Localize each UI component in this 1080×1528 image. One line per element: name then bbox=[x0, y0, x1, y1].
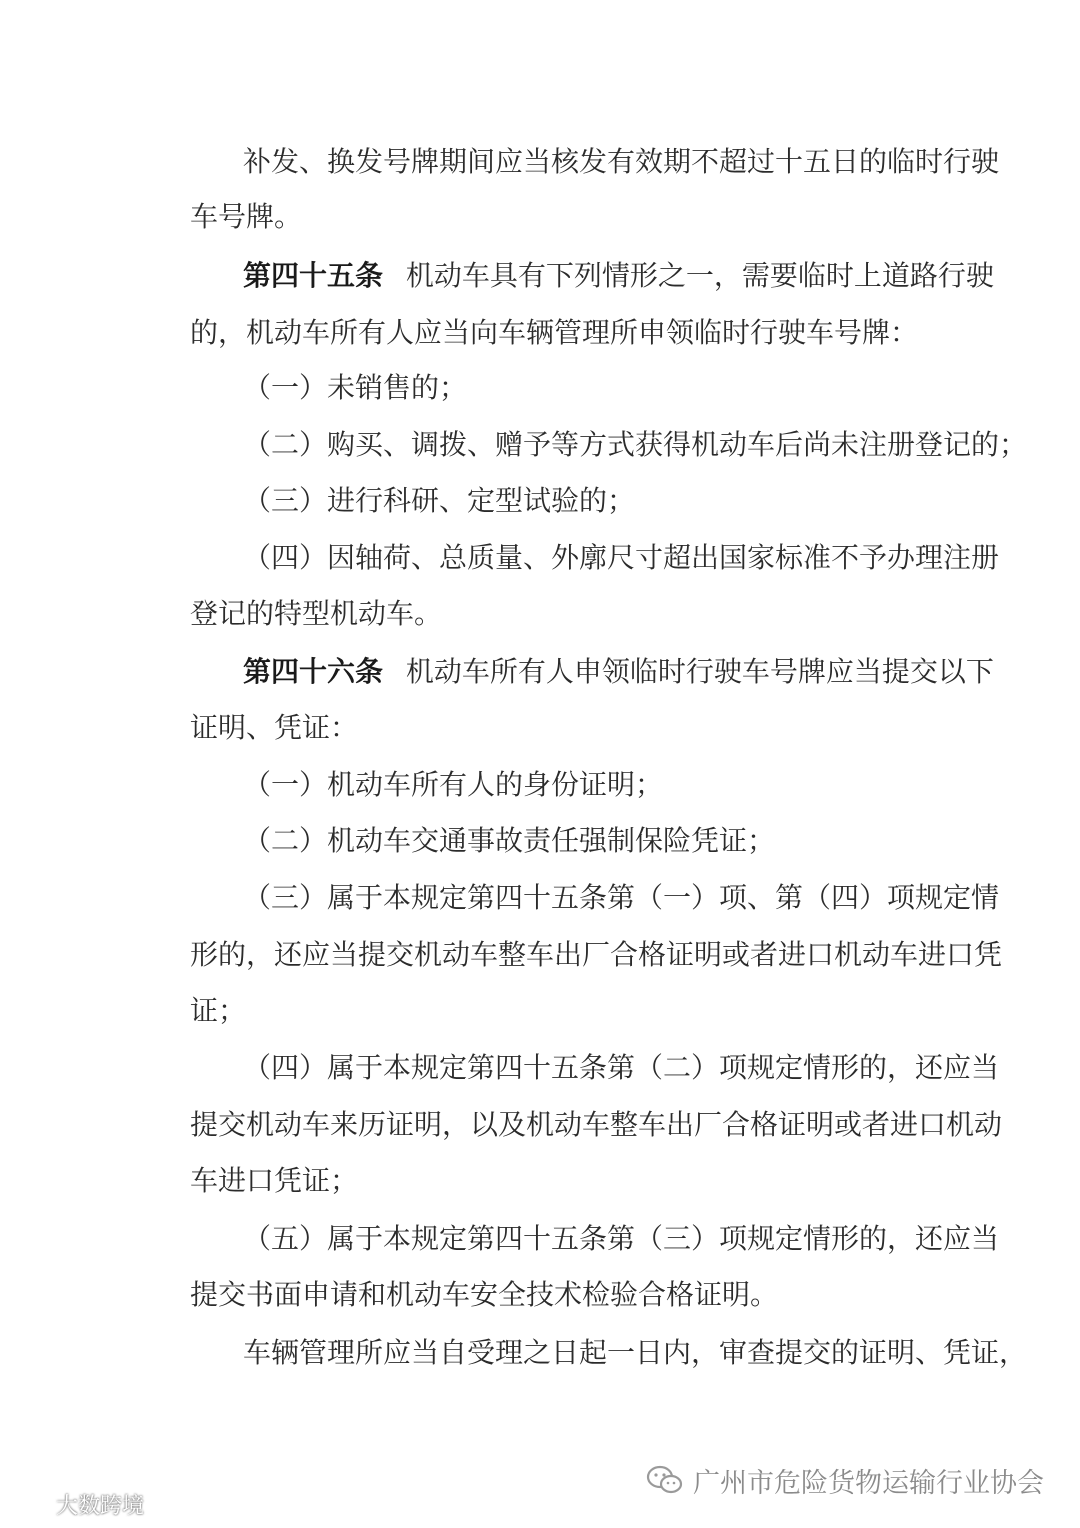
text-line: 提交书面申请和机动车安全技术检验合格证明。 bbox=[190, 1278, 779, 1311]
text-line: 的，机动车所有人应当向车辆管理所申领临时行驶车号牌： bbox=[190, 316, 919, 349]
text-line: 车进口凭证； bbox=[190, 1164, 359, 1197]
text-line: 提交机动车来历证明，以及机动车整车出厂合格证明或者进口机动 bbox=[190, 1108, 1003, 1141]
text-line: 证； bbox=[190, 994, 247, 1027]
text-line: （四）属于本规定第四十五条第（二）项规定情形的，还应当 bbox=[243, 1051, 1000, 1084]
watermark-text: 广州市危险货物运输行业协会 bbox=[693, 1467, 1044, 1499]
article-heading: 第四十五条 bbox=[243, 259, 384, 292]
article-text: 机动车具有下列情形之一，需要临时上道路行驶 bbox=[405, 259, 994, 292]
text-line: 车号牌。 bbox=[190, 200, 303, 233]
text-line: （一）未销售的； bbox=[243, 371, 468, 404]
text-line: 登记的特型机动车。 bbox=[190, 597, 443, 630]
text-line: （二）机动车交通事故责任强制保险凭证； bbox=[243, 824, 776, 857]
text-line: 证明、凭证： bbox=[190, 711, 359, 744]
text-line: （四）因轴荷、总质量、外廓尺寸超出国家标准不予办理注册 bbox=[243, 541, 1000, 574]
corner-watermark bbox=[8, 1488, 144, 1520]
text-line: （一）机动车所有人的身份证明； bbox=[243, 768, 664, 801]
text-line: （五）属于本规定第四十五条第（三）项规定情形的，还应当 bbox=[243, 1222, 1000, 1255]
watermark-text: 大数跨境 bbox=[56, 1493, 145, 1519]
article-heading: 第四十六条 bbox=[243, 655, 384, 688]
text-line: （三）属于本规定第四十五条第（一）项、第（四）项规定情 bbox=[243, 881, 1000, 914]
logo-icon bbox=[8, 1491, 52, 1517]
article-45-line bbox=[243, 256, 994, 296]
article-text: 机动车所有人申领临时行驶车号牌应当提交以下 bbox=[405, 655, 994, 688]
text-line: （二）购买、调拨、赠予等方式获得机动车后尚未注册登记的； bbox=[243, 428, 1028, 461]
text-line: 车辆管理所应当自受理之日起一日内，审查提交的证明、凭证， bbox=[243, 1336, 1028, 1369]
text-line: 补发、换发号牌期间应当核发有效期不超过十五日的临时行驶 bbox=[243, 145, 1000, 178]
text-line: 形的，还应当提交机动车整车出厂合格证明或者进口机动车进口凭 bbox=[190, 938, 1003, 971]
wechat-icon bbox=[645, 1464, 685, 1496]
text-line: （三）进行科研、定型试验的； bbox=[243, 484, 636, 517]
article-46-line bbox=[243, 652, 994, 692]
source-watermark bbox=[645, 1458, 1044, 1502]
